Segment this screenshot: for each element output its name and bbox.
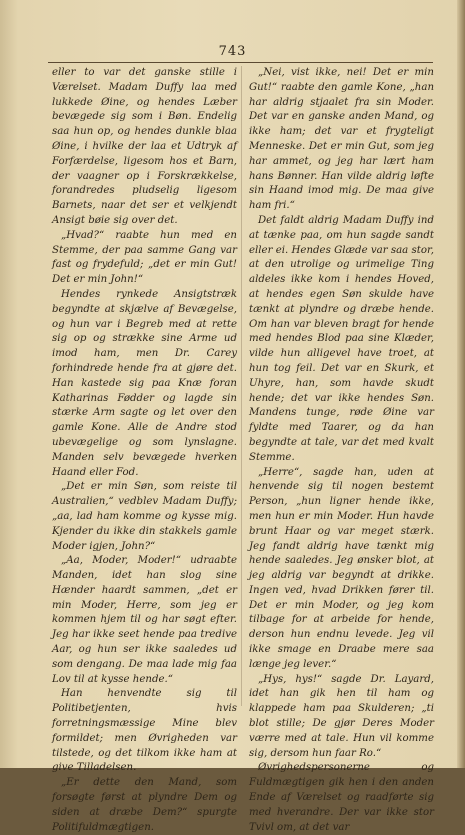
paragraph: Det faldt aldrig Madam Duffy ind at tænke paa, om hun sagde sandt eller ei. Hendes Glæde var saa stor, at den utrolige og urimelige Ting aldeles ikke kom i hendes Hoved, at hendes egen Søn skulde have tænkt at plyndre og dræbe hende. Om han var bleven bragt for hende med hendes Blod paa sine Klæder, vilde hun alligevel have troet, at hun tog feil. Det var en Skurk, et Uhyre, han, som havde skudt hende; det var ikke hendes Søn. Mandens tunge, røde Øine var fyldte med Taarer, og da han begyndte at tale, var det med kvalt Stemme. <box>249 214 434 463</box>
right-column <box>249 66 434 835</box>
paragraph: „Det er min Søn, som reiste til Australien,“ vedblev Madam Duffy; „aa, lad ham komme og kysse mig. Kjender du ikke din stakkels gamle Moder igjen, John?“ <box>52 481 237 552</box>
left-column <box>52 66 237 835</box>
paragraph: „Er dette den Mand, som forsøgte først at plyndre Dem og siden at dræbe Dem?“ spurgte Politifuldmægtigen. <box>52 777 237 833</box>
paragraph: „Hvad?“ raabte hun med en Stemme, der paa samme Gang var fast og frydefuld; „det er min Gut! Det er min John!“ <box>52 229 237 286</box>
paragraph: „Aa, Moder, Moder!“ udraabte Manden, idet han slog sine Hænder haardt sammen, „det er min Moder, Herre, som jeg er kommen hjem til og har søgt efter. Jeg har ikke seet hende paa tredive Aar, og hun ser ikke saaledes ud som dengang. De maa lade mig faa Lov til at kysse hende.“ <box>52 555 237 685</box>
page-number: 743 <box>218 44 247 59</box>
paragraph: eller to var det ganske stille i Værelset. Madam Duffy laa med lukkede Øine, og hendes Læber bevægede sig som i Bøn. Endelig saa hun op, og hendes dunkle blaa Øine, i hvilke der laa et Udtryk af Forfærdelse, ligesom hos et Barn, der vaagner op i Forskrækkelse, forandredes pludselig ligesom Barnets, naar det ser et velkjendt Ansigt bøie sig over det. <box>52 67 237 226</box>
header-rule <box>48 62 433 63</box>
page-edge <box>457 0 465 768</box>
paragraph: Hendes rynkede Ansigtstræk begyndte at skjælve af Bevægelse, og hun var i Begreb med at rette sig op og strække sine Arme ud imod ham, men Dr. Carey forhindrede hende fra at gjøre det. Han kastede sig paa Knæ foran Katharinas Fødder og lagde sin stærke Arm sagte og let over den gamle Kone. Alle de Andre stod ubevægelige og som lynslagne. Manden selv bevægede hverken Haand eller Fod. <box>52 288 237 478</box>
paragraph: „Hys, hys!“ sagde Dr. Layard, idet han gik hen til ham og klappede ham paa Skulderen; „ti blot stille; De gjør Deres Moder værre med at tale. Hun vil komme sig, dersom hun faar Ro.“ <box>249 673 434 759</box>
paragraph: Øvrighedspersonerne og Fuldmægtigen gik hen i den anden Ende af Værelset og raadførte sig med hverandre. Der var ikke stor Tvivl om, at det var <box>249 762 434 833</box>
paragraph: Han henvendte sig til Politibetjenten, hvis forretningsmæssige Mine blev formildet; men Øvrigheden var tilstede, og det tilkom ikke ham at give Tilladelsen. <box>52 688 237 774</box>
column-divider <box>241 66 242 706</box>
paragraph: „Herre“, sagde han, uden at henvende sig til nogen bestemt Person, „hun ligner hende ikke, men hun er min Moder. Hun havde brunt Haar og var meget stærk. Jeg fandt aldrig have tænkt mig hende saaledes. Jeg ønsker blot, at jeg aldrig var begyndt at drikke. Ingen ved, hvad Drikken fører til. Det er min Moder, og jeg kom tilbage for at arbeide for hende, derson hun endnu levede. Jeg vil ikke smage en Draabe mere saa længe jeg lever.“ <box>249 466 434 670</box>
paragraph: „Nei, vist ikke, nei! Det er min Gut!“ raabte den gamle Kone, „han har aldrig stjaalet fra sin Moder. Det var en ganske anden Mand, og ikke ham; det var et frygteligt Menneske. Det er min Gut, som jeg har ammet, og jeg har lært ham hans Bønner. Han vilde aldrig løfte sin Haand imod mig. De maa give ham fri.“ <box>249 67 434 212</box>
